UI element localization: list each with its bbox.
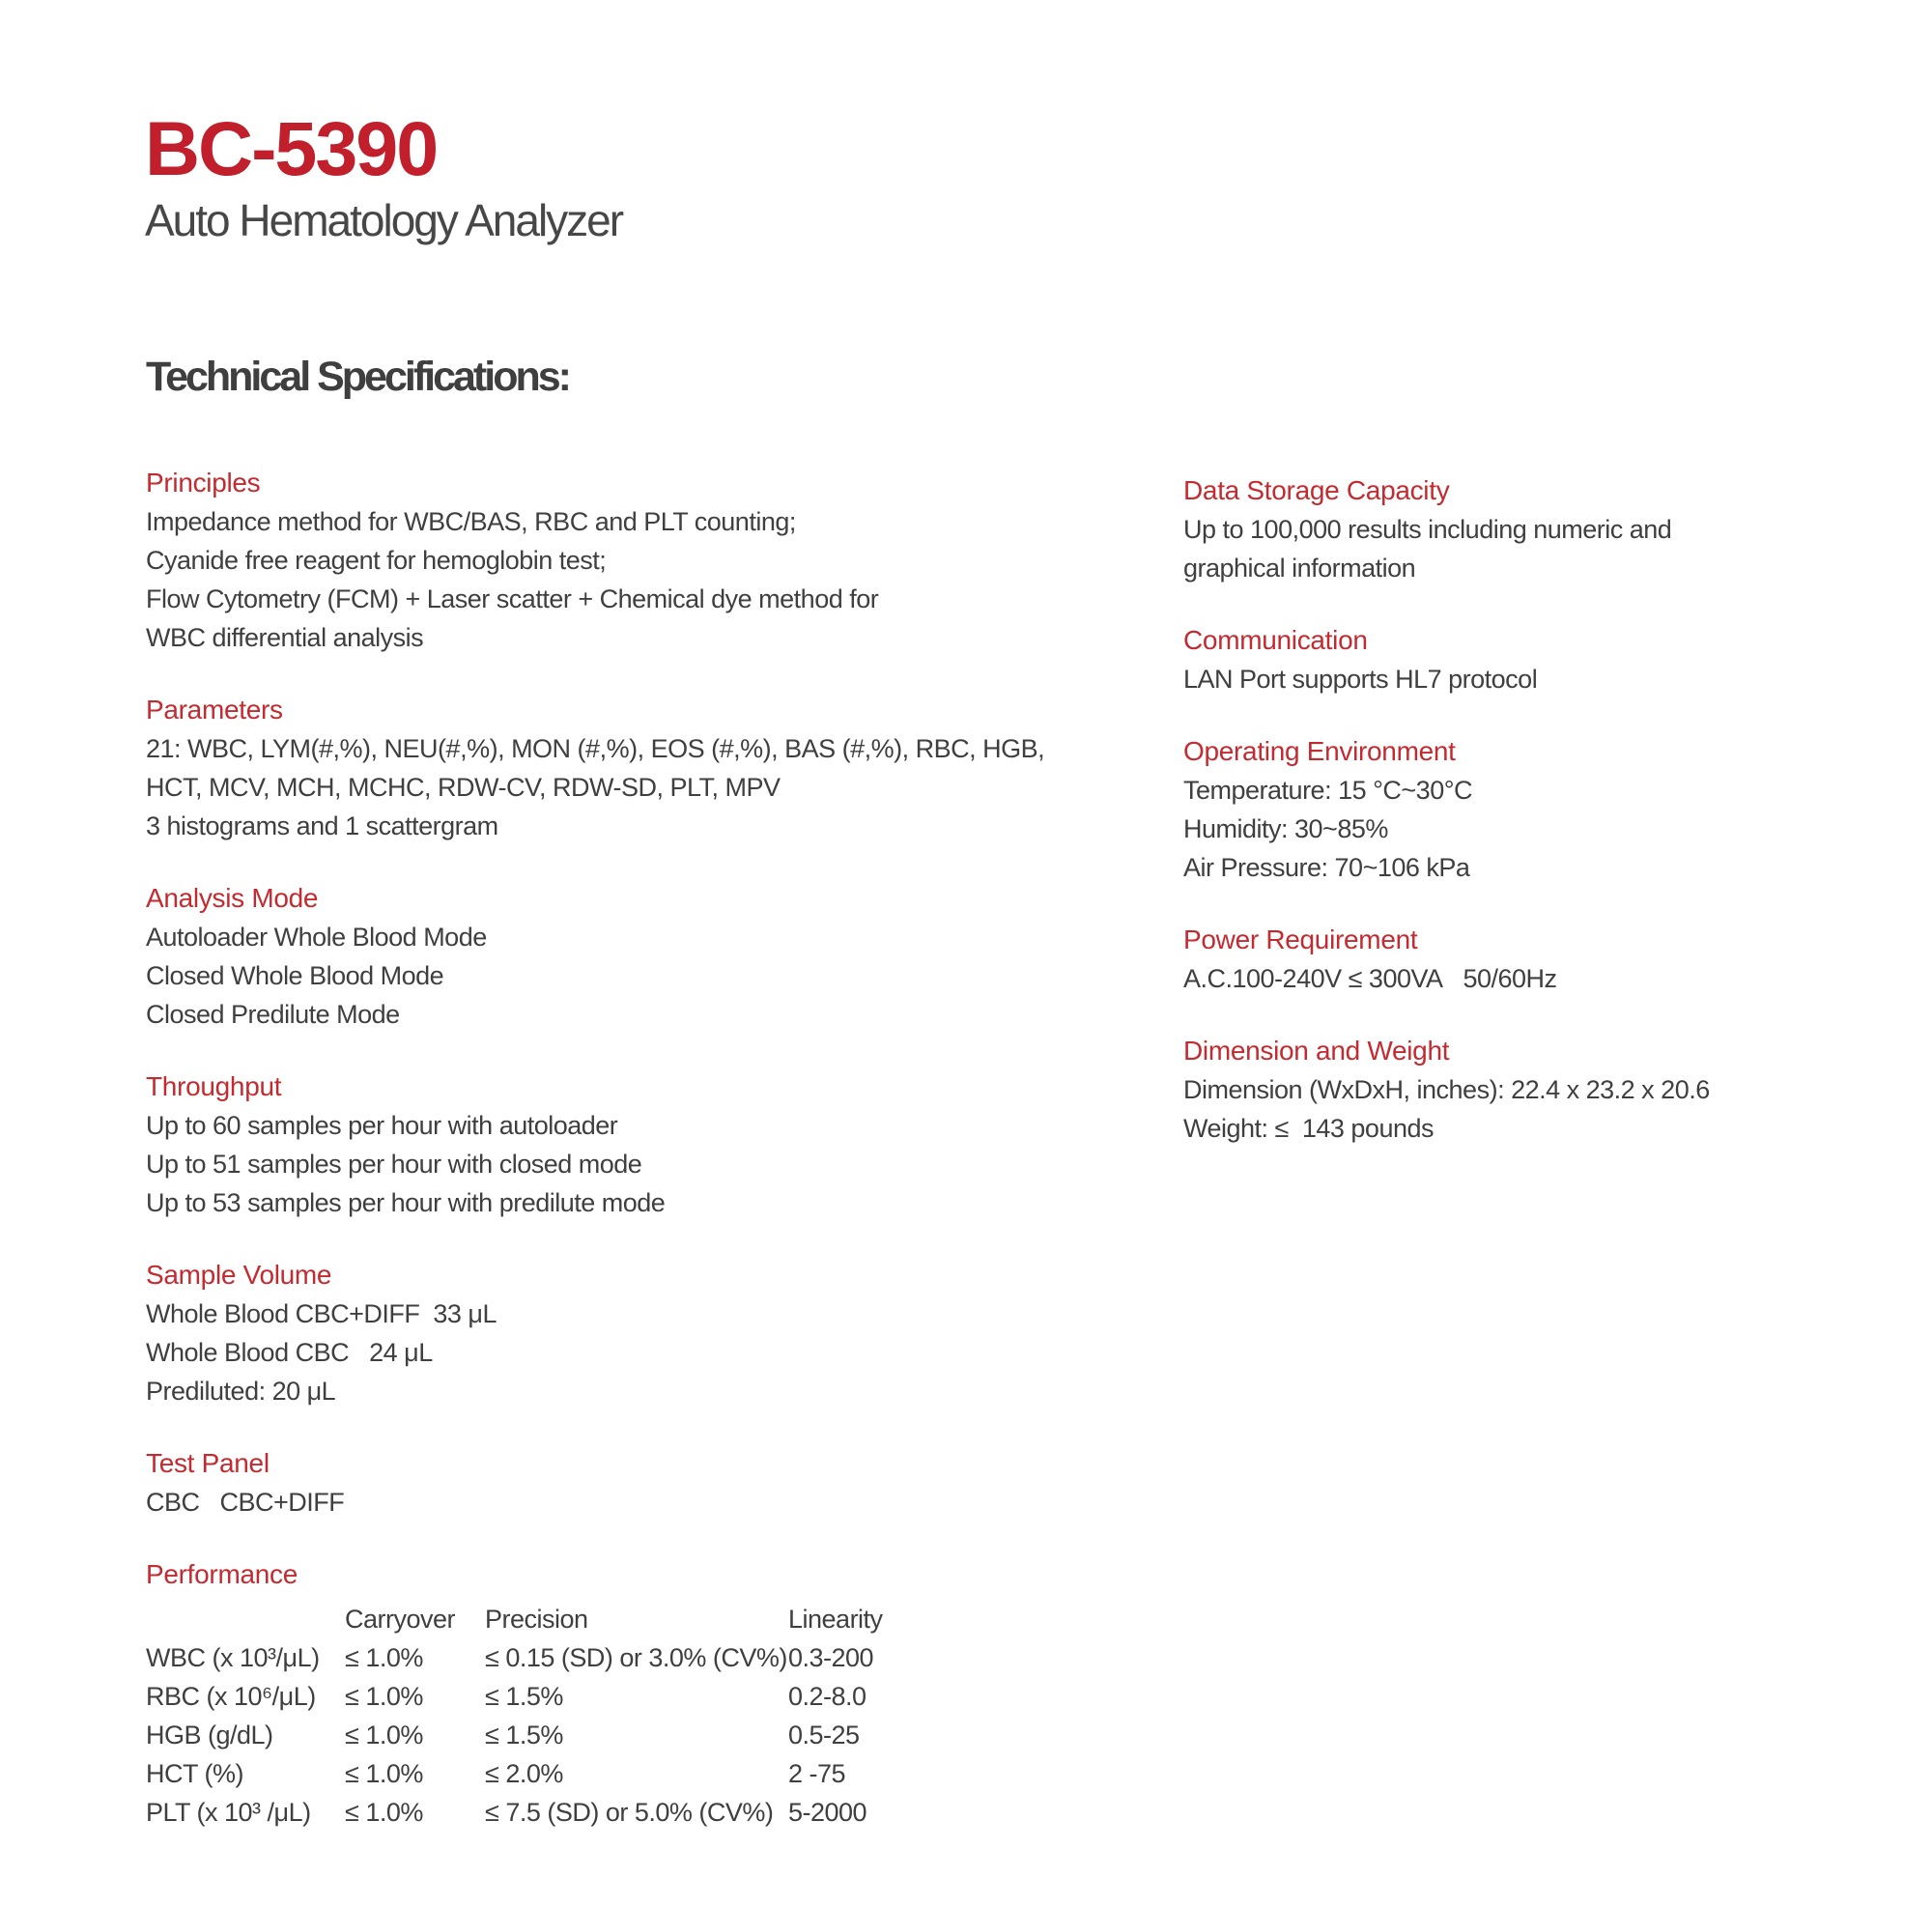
performance-table-header-cell bbox=[146, 1600, 345, 1638]
performance-table-cell: ≤ 2.0% bbox=[485, 1759, 563, 1788]
spec-section-heading: Analysis Mode bbox=[146, 883, 319, 913]
performance-table-cell: ≤ 1.0% bbox=[345, 1798, 423, 1827]
spec-line: 21: WBC, LYM(#,%), NEU(#,%), MON (#,%), EOS (#,%), BAS (#,%), RBC, HGB, bbox=[146, 734, 1045, 763]
spec-line: Flow Cytometry (FCM) + Laser scatter + Chemical dye method for bbox=[146, 584, 879, 613]
spec-line: Up to 100,000 results including numeric and bbox=[1183, 515, 1672, 544]
spec-line: Temperature: 15 °C~30°C bbox=[1183, 776, 1472, 805]
spec-line: Humidity: 30~85% bbox=[1183, 814, 1388, 843]
performance-table-cell: ≤ 1.0% bbox=[345, 1721, 423, 1750]
spec-line: Up to 51 samples per hour with closed mode bbox=[146, 1150, 642, 1179]
spec-line: HCT, MCV, MCH, MCHC, RDW-CV, RDW-SD, PLT, MPV bbox=[146, 773, 781, 802]
performance-table-cell: HGB (g/dL) bbox=[146, 1721, 273, 1750]
performance-table-cell: 2 -75 bbox=[788, 1759, 846, 1788]
left-column bbox=[146, 464, 1044, 1865]
performance-table-cell: 0.2-8.0 bbox=[788, 1682, 867, 1711]
product-subtitle: Auto Hematology Analyzer bbox=[145, 195, 623, 245]
performance-table bbox=[146, 1600, 1044, 1832]
spec-line: Whole Blood CBC 24 μL bbox=[146, 1338, 433, 1367]
spec-section-throughput bbox=[146, 1067, 1044, 1222]
spec-line: Up to 60 samples per hour with autoloader bbox=[146, 1111, 618, 1140]
performance-table-cell: PLT (x 10³ /μL) bbox=[146, 1798, 311, 1827]
spec-section-heading: Test Panel bbox=[146, 1448, 270, 1478]
spec-line: Prediluted: 20 μL bbox=[146, 1377, 336, 1406]
spec-line: Dimension (WxDxH, inches): 22.4 x 23.2 x 20.6 bbox=[1183, 1075, 1710, 1104]
spec-line: Cyanide free reagent for hemoglobin test; bbox=[146, 546, 607, 575]
spec-section-parameters bbox=[146, 691, 1044, 845]
spec-line: Air Pressure: 70~106 kPa bbox=[1183, 853, 1470, 882]
spec-line: Impedance method for WBC/BAS, RBC and PLT counting; bbox=[146, 507, 796, 536]
performance-table-header-cell: Linearity bbox=[788, 1605, 883, 1634]
spec-line: WBC differential analysis bbox=[146, 623, 424, 652]
performance-table-cell: ≤ 1.5% bbox=[485, 1721, 563, 1750]
spec-section-performance bbox=[146, 1555, 1044, 1832]
performance-table-cell: ≤ 7.5 (SD) or 5.0% (CV%) bbox=[485, 1798, 774, 1827]
performance-table-cell: 0.3-200 bbox=[788, 1643, 874, 1672]
spec-line: graphical information bbox=[1183, 554, 1416, 583]
spec-section-heading: Power Requirement bbox=[1183, 925, 1418, 954]
spec-section-heading: Sample Volume bbox=[146, 1260, 332, 1290]
spec-line: Whole Blood CBC+DIFF 33 μL bbox=[146, 1299, 497, 1328]
spec-section-data-storage-capacity bbox=[1183, 471, 1840, 587]
performance-table-cell: 0.5-25 bbox=[788, 1721, 860, 1750]
spec-line: Up to 53 samples per hour with predilute mode bbox=[146, 1188, 666, 1217]
performance-table-cell: ≤ 0.15 (SD) or 3.0% (CV%) bbox=[485, 1643, 787, 1672]
spec-section-heading: Operating Environment bbox=[1183, 736, 1456, 766]
spec-line: Weight: ≤ 143 pounds bbox=[1183, 1114, 1434, 1143]
spec-section-heading: Throughput bbox=[146, 1071, 282, 1101]
performance-table-cell: ≤ 1.5% bbox=[485, 1682, 563, 1711]
spec-section-sample-volume bbox=[146, 1256, 1044, 1410]
spec-section-principles bbox=[146, 464, 1044, 657]
performance-table-cell: WBC (x 10³/μL) bbox=[146, 1643, 320, 1672]
spec-section-analysis-mode bbox=[146, 879, 1044, 1034]
spec-line: Closed Whole Blood Mode bbox=[146, 961, 444, 990]
spec-line: LAN Port supports HL7 protocol bbox=[1183, 665, 1538, 694]
performance-table-cell: HCT (%) bbox=[146, 1759, 243, 1788]
performance-table-cell: ≤ 1.0% bbox=[345, 1759, 423, 1788]
spec-section-heading: Principles bbox=[146, 468, 261, 498]
right-column bbox=[1183, 471, 1840, 1181]
performance-table-cell: ≤ 1.0% bbox=[345, 1643, 423, 1672]
performance-table-cell: ≤ 1.0% bbox=[345, 1682, 423, 1711]
performance-table-cell: RBC (x 10⁶/μL) bbox=[146, 1682, 316, 1711]
spec-line: CBC CBC+DIFF bbox=[146, 1488, 345, 1517]
spec-section-dimension-and-weight bbox=[1183, 1032, 1840, 1148]
spec-section-heading: Communication bbox=[1183, 625, 1368, 655]
spec-section-operating-environment bbox=[1183, 732, 1840, 887]
performance-table-cell: 5-2000 bbox=[788, 1798, 867, 1827]
spec-section-communication bbox=[1183, 621, 1840, 698]
spec-line: A.C.100-240V ≤ 300VA 50/60Hz bbox=[1183, 964, 1557, 993]
spec-line: Closed Predilute Mode bbox=[146, 1000, 400, 1029]
spec-section-test-panel bbox=[146, 1444, 1044, 1522]
spec-section-heading: Parameters bbox=[146, 695, 283, 725]
spec-line: 3 histograms and 1 scattergram bbox=[146, 811, 498, 840]
performance-table-header-cell: Carryover bbox=[345, 1605, 456, 1634]
spec-line: Autoloader Whole Blood Mode bbox=[146, 923, 487, 952]
performance-table-header-cell: Precision bbox=[485, 1605, 588, 1634]
spec-section-heading: Dimension and Weight bbox=[1183, 1036, 1450, 1066]
spec-section-power-requirement bbox=[1183, 921, 1840, 998]
spec-section-heading: Data Storage Capacity bbox=[1183, 475, 1450, 505]
spec-section-heading: Performance bbox=[146, 1559, 298, 1589]
product-model-title: BC-5390 bbox=[145, 105, 438, 191]
technical-specifications-heading: Technical Specifications: bbox=[146, 354, 569, 400]
